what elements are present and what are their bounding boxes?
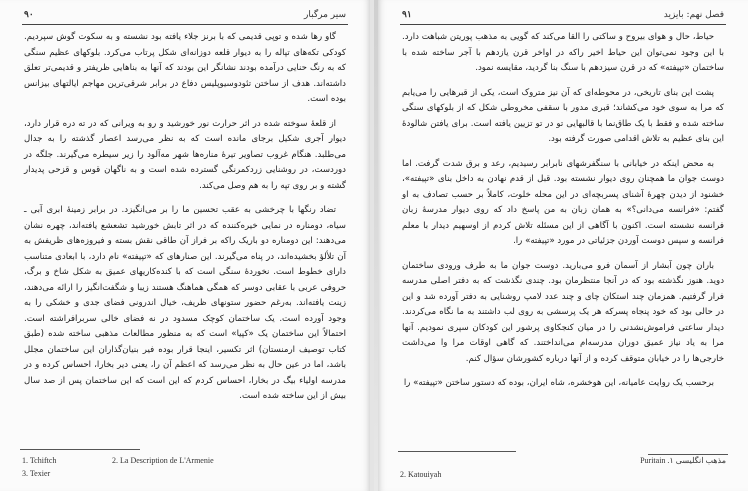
paragraph: تضاد رنگها با چرخشی به عقب تحسین ما را بر می‌انگیزد. در برابر زمینهٔ ابری آبی ـ سیاه، دومناره در نمایی خیره‌کننده که در اثر تابش خورشید تشعشع یافته‌اند، چهره نشان می‌دهند: این دومناره دو باریک راکه بر فراز آن طاقی نقش بسته و فیروزه‌های ظریفش به آن تلألؤ بخشیده‌اند، در پناه می‌گیرند. این صنارهای که «تپیفته» نام دارد، با ابعادی متناسب دارای خطوط است. نخوردهٔ سنگی است که با کنده‌کاریهای عمیق به شکل شاخ و برگ، حروفی عربی با عقابی دوسر که همگی هماهنگ هستند زیبا و شگفت‌انگیز را ارائه می‌دهند، زینت یافته‌اند. به‌رغم حضور ستونهای ظریف، خیال اندرونی فضای جدی و خشکی را به وجود آورده است. یک ساختمان کوچک مسدود در نه فضای خالی سربرافراشته است. احتمالاً این ساختمان یک «کپیا» است که به منظور مطالعات مذهبی ساخته شده (طبق کتاب توصیف ارمنستان) اثر تکسیر، اینجا قرار بوده فیر بنیان‌گذاران این ساختمان مجلل باشد، اما در عین حال به نظر می‌رسد که اعظم آن را، یعنی دیر بخارا، احساس کرده و در مدرسه اولیاء بیگ در بخارا، احساس کردم که این است که این ساختمان پس از صد سال بیش از این ساخته شده است. <box>24 205 347 401</box>
page-number: ۹۱ <box>402 10 412 20</box>
page-number: ۹۰ <box>24 10 34 20</box>
paragraph: از قلعهٔ سوخته شده در اثر حرارت نور خورشید و رو به ویرانی که در ته دره قرار دارد، دیوار آجری شکیل برجای مانده است که به نظر می‌رسد اعصار گذشته را به جدال می‌طلبد. هنگام غروب تصاویر تیرهٔ مناره‌ها شهر مه‌آلود را زیر سیطره می‌گیرند. جلگه در دوردست، در روشنایی زردکمرنگی گسترده شده است و به ناگهان قوس و قزحی پدیدار گشته و بر روی تپه را به هم وصل می‌کند. <box>24 118 347 191</box>
paragraph: برحسب یک روایت عامیانه، این هوخشره، شاه ایران، بوده که دستور ساختن «تپیفته» را <box>403 378 715 388</box>
left-page-body <box>24 30 346 414</box>
paragraph: پشت این بنای تاریخی، در محوطه‌ای که آن نیز متروک است، یکی از قبرهایی را می‌یابم که مرا به سوی خود می‌کشاند؛ قبری مدور با سقفی مخروطی شکل که از بلوکهای سنگی ساخته شده و فقط با یک طاق‌نما با قالبهایی تو در تو تزیین یافته است. برای یافتن شالودهٔ این بنای عظیم به تلاش اقدامی صورت گرفته بود. <box>402 87 725 144</box>
paragraph: به محض اینکه در خیابانی با سنگفرشهای نابرابر رسیدیم، رعد و برق شدت گرفت. اما دوست جوان ما همچنان روی دیوار نشسته بود. قبل از قدم نهادن به داخل بنای «تپیفته»، خشنود از دیدن چهرهٔ آشنای پسربچه‌ای در این محله خلوت، کاملاً بر حسب تصادف به او گفتم: «فرانسه می‌دانی؟» به همان زبان به من پاسخ داد که روی دیوار مدرسهٔ زبان فرانسه نشسته است. اکنون با آگاهی از این مسئله تلاش کردم از اوسهیم دیدار با معلم فرانسه و سپس دوست آوردن جزئیاتی در مورد «تپیفته» را. <box>402 158 725 246</box>
footnote: 2. Katouiyah <box>400 470 442 479</box>
left-page <box>0 0 370 491</box>
right-page-body <box>402 30 724 401</box>
footnote: 3. Texier <box>22 469 51 478</box>
footnote-divider <box>648 454 728 455</box>
footnote: Puritain .۱ مذهب انگلیسی <box>640 456 727 465</box>
footnote-divider <box>20 449 140 450</box>
running-title: فصل نهم: بایزید <box>663 10 725 20</box>
right-page <box>378 0 748 491</box>
footnote: 1. Tchiftch <box>22 456 57 465</box>
right-page-header <box>400 10 726 25</box>
footnote-divider <box>398 451 516 452</box>
left-page-header <box>22 10 348 25</box>
paragraph: حیاط، حال و هوای بیروح و ساکتی را القا می‌کند که گویی به مذهب پوریتن شباهت دارد. با این وجود نمی‌توان این حیاط اخیر راکه در اواخر قرن یازدهم با آجر ساخته شده با ساختمان «تپیفته» که در قرن سیزدهم با سنگ بنا گردید، مقایسه نمود. <box>402 32 725 73</box>
running-title: سیر مرگبار <box>304 10 347 20</box>
paragraph: باران چون آبشار از آسمان فرو می‌بارید. دوست جوان ما به طرف ورودی ساختمان دوید. هنوز نگذشته بود که در آنجا منتظرمان بود. چندی نگذشت که به دفتر اصلی مدرسه فرار گرفتیم. همزمان چند استکان چای و چند عدد لامپ روشنایی به دفتر آورده شد و این در حالی بود که خود پنجاه پسرکه هر یک پرسشی به روی لب داشتند به ما نگاه می‌کردند. دیدار ساعتی فراموش‌نشدنی را در میان کنجکاوی پرشور این کودکان سپری نمودیم. آنها مرا به یاد نیاز عمیق دوران مدرسه‌ام می‌انداختند. که گاهی اوقات مرا وا می‌داشت خارجی‌ها را در خیابان متوقف کرده و از آنها درباره کشورشان سؤال کنم. <box>402 260 725 364</box>
footnote: 2. La Description de L'Armenie <box>112 456 214 465</box>
paragraph: گاو رها شده و توپی قدیمی که با برنز جلاء یافته بود نشسته و به سکوت گوش سپردیم. کودکی تکه‌های تپاله را به دیوار قلعه دوزانه‌ای شکل پرتاب می‌کرد. بلوکهای عظیم سنگی که به رنگ حنایی درآمده بودند نشانگر این بودند که آنها به بناهایی ظریفتر و قدیمی‌تر تعلق داشته‌اند. هدف از ساختن تئودوسیوپلیس دفاع در برابر شرقی‌ترین مهاجم ایالتهای بیزانس بوده است. <box>24 32 347 104</box>
